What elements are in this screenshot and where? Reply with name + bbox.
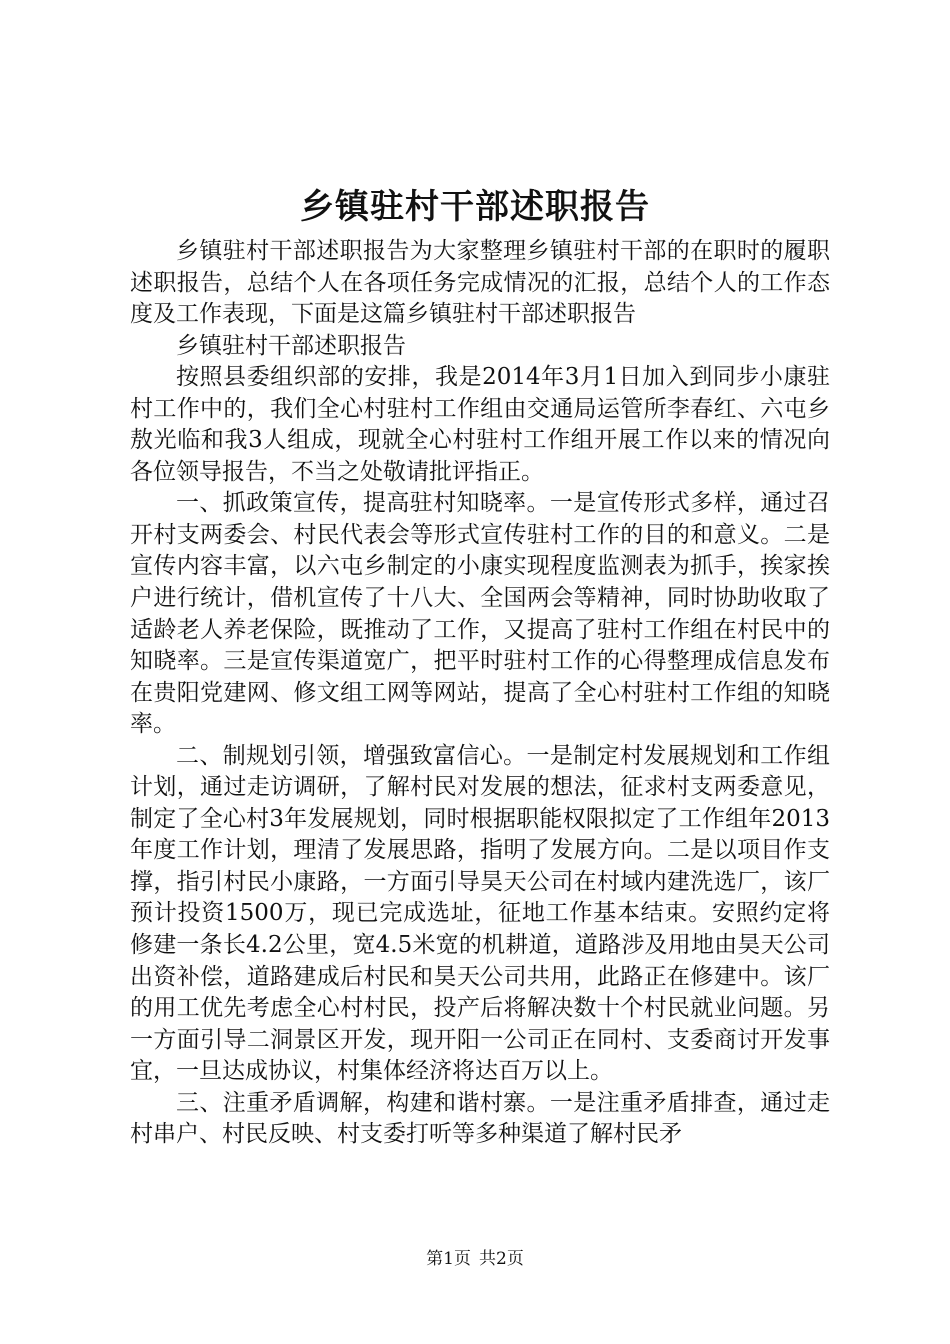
page-number: 第1页 xyxy=(426,1249,471,1269)
document-body xyxy=(130,236,830,1151)
intro-paragraph: 乡镇驻村干部述职报告为大家整理乡镇驻村干部的在职时的履职述职报告，总结个人在各项任务完成情况的汇报，总结个人的工作态度及工作表现，下面是这篇乡镇驻村干部述职报告 xyxy=(130,238,830,328)
section-heading: 乡镇驻村干部述职报告 xyxy=(176,332,406,359)
page-footer xyxy=(0,1247,950,1271)
body-paragraph: 一、抓政策宣传，提高驻村知晓率。一是宣传形式多样，通过召开村支两委会、村民代表会等形式宣传驻村工作的目的和意义。二是宣传内容丰富，以六屯乡制定的小康实现程度监测表为抓手，挨家挨户进行统计，借机宣传了十八大、全国两会等精神，同时协助收取了适龄老人养老保险，既推动了工作，又提高了驻村工作组在村民中的知晓率。三是宣传渠道宽广，把平时驻村工作的心得整理成信息发布在贵阳党建网、修文组工网等网站，提高了全心村驻村工作组的知晓率。 xyxy=(130,490,830,738)
document-title: 乡镇驻村干部述职报告 xyxy=(300,187,650,227)
body-paragraph: 二、制规划引领，增强致富信心。一是制定村发展规划和工作组计划，通过走访调研，了解村民对发展的想法，征求村支两委意见，制定了全心村3年发展规划，同时根据职能权限拟定了工作组年2013年度工作计划，理清了发展思路，指明了发展方向。二是以项目作支撑，指引村民小康路，一方面引导昊天公司在村域内建洗选厂，该厂预计投资1500万，现已完成选址，征地工作基本结束。安照约定将修建一条长4.2公里，宽4.5米宽的机耕道，道路涉及用地由昊天公司出资补偿，道路建成后村民和昊天公司共用，此路正在修建中。该厂的用工优先考虑全心村村民，投产后将解决数十个村民就业问题。另一方面引导二洞景区开发，现开阳一公司正在同村、支委商讨开发事宜，一旦达成协议，村集体经济将达百万以上。 xyxy=(130,742,830,1085)
body-paragraph: 三、注重矛盾调解，构建和谐村寨。一是注重矛盾排查，通过走村串户、村民反映、村支委打听等多种渠道了解村民矛 xyxy=(130,1089,830,1148)
body-paragraph: 按照县委组织部的安排，我是2014年3月1日加入到同步小康驻村工作中的，我们全心村驻村工作组由交通局运管所李春红、六屯乡敖光临和我3人组成，现就全心村驻村工作组开展工作以来的情况向各位领导报告，不当之处敬请批评指正。 xyxy=(130,364,830,485)
page-total: 共2页 xyxy=(479,1249,524,1269)
